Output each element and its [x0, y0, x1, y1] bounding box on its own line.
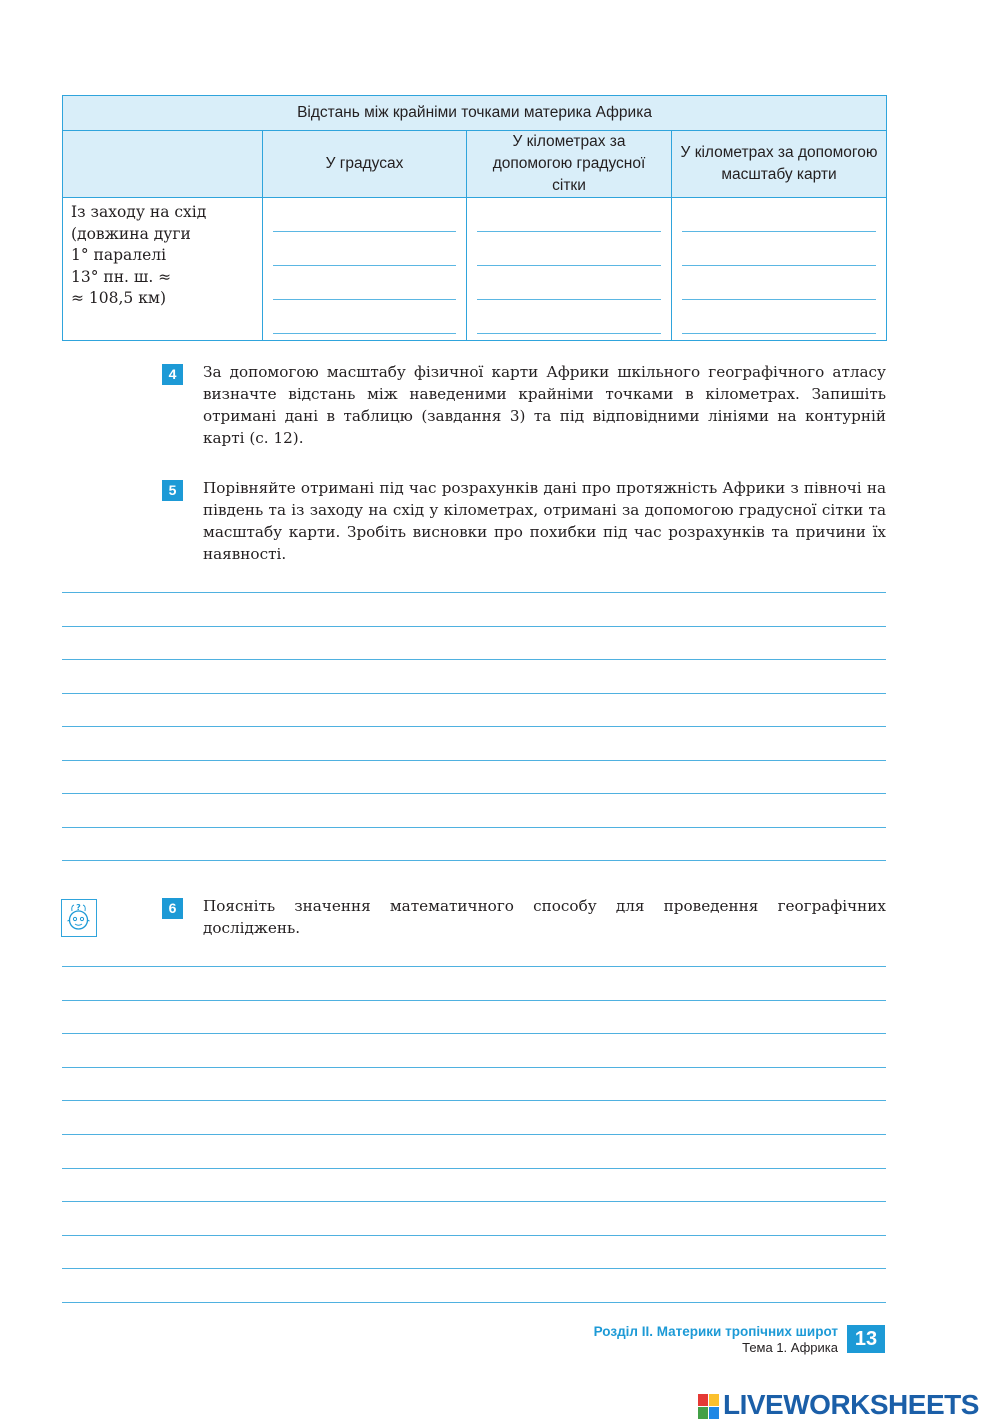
answer-line[interactable]: [682, 200, 876, 232]
writing-line[interactable]: [62, 860, 886, 861]
distance-table: [62, 95, 887, 341]
row-label-line: 13° пн. ш. ≈: [71, 267, 172, 286]
answer-line[interactable]: [682, 302, 876, 334]
task-text: За допомогою масштабу фізичної карти Африки шкільного географічного атласу визначте відстань між наведеними крайніми точками в кілометрах. Запишіть отримані дані в таблицю (завдання 3) та під відповідними лініями на контурній карті (с. 12).: [203, 363, 886, 447]
row-label-line: Із заходу на схід: [71, 203, 207, 221]
writing-line[interactable]: [62, 1000, 886, 1001]
writing-line[interactable]: [62, 592, 886, 593]
writing-line[interactable]: [62, 693, 886, 694]
task-6: [162, 895, 886, 939]
task-text: Порівняйте отримані під час розрахунків дані про протяжність Африки з півночі на південь та із заходу на схід у кілометрах, отримані за допомогою градусної сітки та масштабу карти. Зробіть висновки про похибки під час розрахунків та причини їх наявності.: [203, 479, 886, 563]
writing-line[interactable]: [62, 966, 886, 967]
answer-line[interactable]: [273, 234, 456, 266]
row-label-line: 1° паралелі: [71, 246, 167, 264]
writing-line[interactable]: [62, 726, 886, 727]
writing-line[interactable]: [62, 1201, 886, 1202]
table-header-empty: [63, 131, 263, 198]
writing-line[interactable]: [62, 1168, 886, 1169]
answer-cell-km-scale[interactable]: [672, 198, 887, 341]
task-5: [162, 477, 886, 565]
writing-line[interactable]: [62, 626, 886, 627]
writing-line[interactable]: [62, 1302, 886, 1303]
thinking-head-icon: [61, 899, 97, 937]
answer-line[interactable]: [273, 200, 456, 232]
task-number-badge: 4: [162, 364, 183, 385]
answer-cell-km-grid[interactable]: [467, 198, 672, 341]
task-number-badge: 6: [162, 898, 183, 919]
svg-text:?: ?: [76, 903, 81, 912]
writing-line[interactable]: [62, 1268, 886, 1269]
footer-section-title: Розділ ІІ. Материки тропічних широт: [593, 1324, 838, 1339]
table-header-km-grid: У кілометрах за допомогою градусної сітки: [467, 131, 672, 198]
table-title: Відстань між крайніми точками материка Африка: [63, 96, 887, 131]
table-row-label: [63, 198, 263, 341]
writing-line[interactable]: [62, 1235, 886, 1236]
answer-line[interactable]: [682, 268, 876, 300]
writing-line[interactable]: [62, 793, 886, 794]
answer-line[interactable]: [273, 268, 456, 300]
writing-line[interactable]: [62, 1100, 886, 1101]
task-4: [162, 361, 886, 449]
table-header-km-scale: У кілометрах за допомогою масштабу карти: [672, 131, 887, 198]
answer-line[interactable]: [477, 268, 661, 300]
page-number: 13: [847, 1325, 885, 1353]
writing-line[interactable]: [62, 1134, 886, 1135]
page-footer: [594, 1324, 838, 1355]
answer-line[interactable]: [477, 302, 661, 334]
row-label-line: (довжина дуги: [71, 224, 191, 243]
writing-line[interactable]: [62, 1033, 886, 1034]
row-label-line: ≈ 108,5 км): [71, 289, 167, 307]
task-text: Поясніть значення математичного способу для проведення географічних досліджень.: [203, 897, 886, 937]
answer-cell-degrees[interactable]: [263, 198, 467, 341]
footer-topic: Тема 1. Африка: [742, 1340, 838, 1355]
writing-line[interactable]: [62, 760, 886, 761]
liveworksheets-logo-icon: [698, 1394, 720, 1420]
watermark-text: LIVEWORKSHEETS: [723, 1389, 979, 1420]
writing-line[interactable]: [62, 659, 886, 660]
answer-line[interactable]: [273, 302, 456, 334]
writing-line[interactable]: [62, 1067, 886, 1068]
task-number-badge: 5: [162, 480, 183, 501]
table-header-degrees: У градусах: [263, 131, 467, 198]
answer-line[interactable]: [682, 234, 876, 266]
answer-line[interactable]: [477, 200, 661, 232]
writing-line[interactable]: [62, 827, 886, 828]
answer-line[interactable]: [477, 234, 661, 266]
